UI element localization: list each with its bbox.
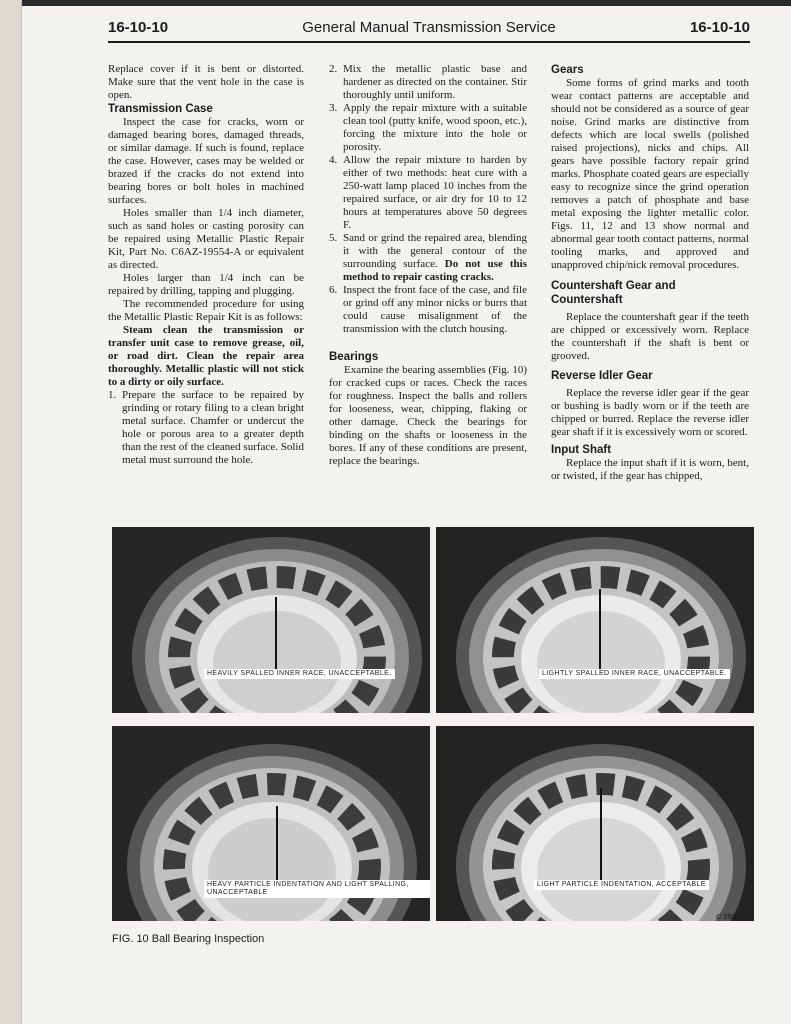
paragraph: The recommended procedure for using the Metallic Plastic Repair Kit is as follows: — [108, 298, 304, 323]
paragraph: Replace the reverse idler gear if the gear or bushing is badly worn or if the teeth are chipped or burred. Replace the reverse idler gear shaft if it is excessively worn or scored. — [551, 387, 749, 438]
bearing-photo-3 — [112, 726, 430, 921]
section-heading-reverse-idler: Reverse Idler Gear — [551, 370, 653, 382]
paragraph: Some forms of grind marks and tooth wear contact patterns are acceptable and should not be considered as a source of gear noise. Grind marks are distinctive from defects which are local swells (polished raised projections), nicks and chips. All gears have possible factory repair grind marks. Phosphate coated gears are especially easy to recognize since the grind operation removes a patch of phosphate and base metal exposing the lighter metallic color. Figs. 11, 12 and 13 show normal and abnormal gear tooth contact patterns, normal tooling marks, and approved and unapproved chip/nick removal procedures. — [551, 77, 749, 271]
step-warning: Do not use this method to repair casting cracks. — [343, 258, 528, 283]
warning-paragraph: Steam clean the transmission or transfer unit case to remove grease, oil, or road dirt. Clean the repair area thoroughly. Metallic plastic will not stick to a dirty or oily surface. — [108, 324, 304, 388]
photo-label: LIGHT PARTICLE INDENTATION, ACCEPTABLE — [534, 880, 709, 890]
photo-label: HEAVY PARTICLE INDENTATION AND LIGHT SPALLING, UNACCEPTABLE — [204, 880, 430, 898]
paragraph: Replace the input shaft if it is worn, bent, or twisted, if the gear has chipped, — [551, 457, 749, 482]
step-text: Mix the metallic plastic base and hardener as directed on the container. Stir thoroughly until uniform. — [343, 63, 527, 101]
paragraph: Holes larger than 1/4 inch can be repaired by drilling, tapping and plugging. — [108, 272, 304, 297]
list-item — [329, 232, 527, 284]
text-column-1 — [108, 63, 304, 467]
step-text: Sand or grind the repaired area, blending it with the general contour of the surrounding surface. — [343, 232, 527, 270]
step-number: 5. — [329, 232, 338, 244]
text-column-2 — [329, 63, 527, 468]
step-number: 2. — [329, 63, 338, 75]
step-text: Allow the repair mixture to harden by either of two methods: heat cure with a 250-watt lamp placed 10 inches from the repaired surface, or air dry for 10 to 12 hours at temperatures above 50 degrees F. — [343, 154, 527, 231]
step-number: 1. — [108, 389, 117, 401]
scan-top-edge — [0, 0, 791, 6]
paragraph: Examine the bearing assemblies (Fig. 10) for cracked cups or races. Check the races for roughness. Inspect the balls and rollers for looseness, wear, chipping, flaking or other damage. Check the bearings for binding on the shafts or looseness in the bores. If any of these conditions are present, replace the bearings. — [329, 364, 527, 467]
section-heading-transmission-case: Transmission Case — [108, 103, 213, 115]
repair-steps-list — [329, 63, 527, 336]
list-item — [329, 102, 527, 154]
photo-label: HEAVILY SPALLED INNER RACE, UNACCEPTABLE. — [204, 669, 395, 679]
page-title: General Manual Transmission Service — [302, 19, 556, 36]
section-heading-countershaft: Countershaft Gear and Countershaft — [551, 280, 676, 306]
page-header — [108, 17, 750, 43]
bearing-image — [436, 527, 754, 713]
step-number: 4. — [329, 154, 338, 166]
step-text: Inspect the front face of the case, and file or grind off any minor nicks or burrs that could cause misalignment of the transmission with the clutch housing. — [343, 284, 527, 335]
paragraph: Inspect the case for cracks, worn or damaged bearing bores, damaged threads, or similar damage. If such is found, replace the case. However, cases may be welded or brazed if the cracks do not extend into bearing bores or bolt holes in machined surfaces. — [108, 116, 304, 206]
repair-steps-list — [108, 389, 304, 467]
step-number: 6. — [329, 284, 338, 296]
list-item — [108, 389, 304, 467]
figure-code: C 2584-A — [716, 912, 748, 921]
bearing-photo-1 — [112, 527, 430, 713]
bearing-photo-4 — [436, 726, 754, 921]
list-item — [329, 284, 527, 336]
section-heading-bearings: Bearings — [329, 351, 379, 363]
bearing-image — [112, 527, 430, 713]
section-heading-gears: Gears — [551, 64, 584, 76]
paragraph: Replace cover if it is bent or distorted. Make sure that the vent hole in the case is open. — [108, 63, 304, 101]
page-number-right: 16-10-10 — [689, 19, 750, 36]
page-number-left: 16-10-10 — [108, 19, 169, 36]
section-heading-input-shaft: Input Shaft — [551, 444, 612, 456]
step-text: Apply the repair mixture with a suitable clean tool (putty knife, wood spoon, etc.), forcing the mixture into the hole or porosity. — [343, 102, 527, 153]
list-item — [329, 154, 527, 232]
text-column-3 — [551, 63, 749, 483]
scan-binding-margin — [0, 0, 22, 1024]
paragraph: Holes smaller than 1/4 inch diameter, such as sand holes or casting porosity can be repaired using Metallic Plastic Repair Kit, Part No. C6AZ-19554-A or equivalent as directed. — [108, 207, 304, 271]
step-number: 3. — [329, 102, 338, 114]
step-text: Prepare the surface to be repaired by grinding or rotary filing to a clean bright metal surface. Chamfer or undercut the hole or porous area to a greater depth than the rest of the cleaned surface. Solid metal must surround the hole. — [122, 389, 304, 466]
photo-label: LIGHTLY SPALLED INNER RACE, UNACCEPTABLE. — [539, 669, 730, 679]
list-item — [329, 63, 527, 102]
figure-caption: FIG. 10 Ball Bearing Inspection — [112, 933, 265, 945]
paragraph: Replace the countershaft gear if the teeth are chipped or excessively worn. Replace the countershaft if the shaft is bent or grooved. — [551, 311, 749, 362]
bearing-photo-2 — [436, 527, 754, 713]
bearing-image — [436, 726, 754, 921]
